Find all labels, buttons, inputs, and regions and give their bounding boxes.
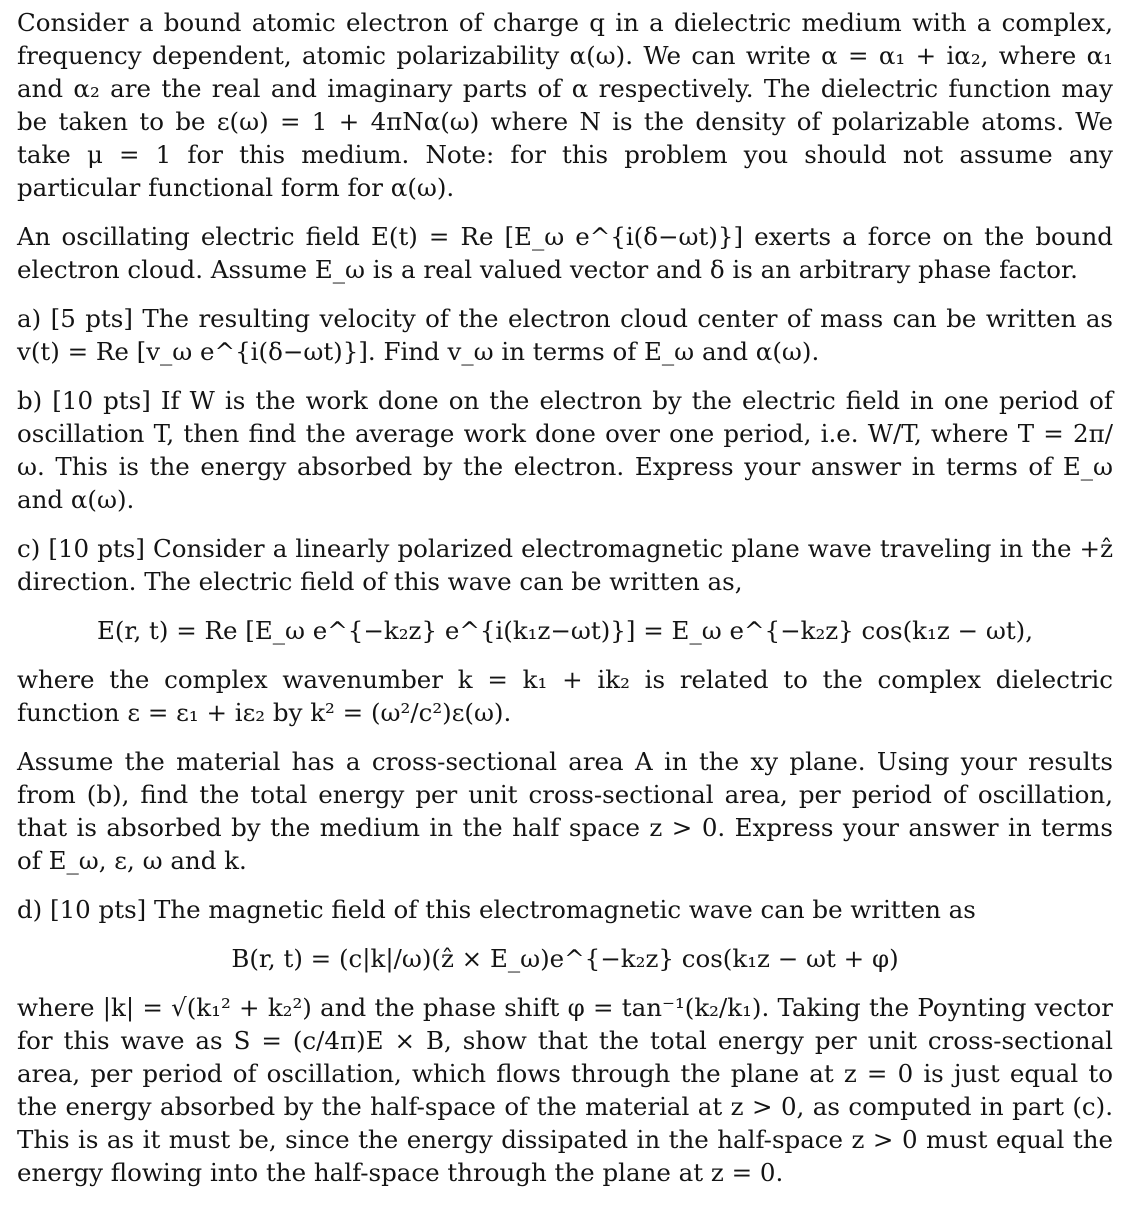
part-c-wavenumber-paragraph: where the complex wavenumber k = k₁ + ik₂ is related to the complex dielectric function ε = ε₁ + iε₂ by k² = (ω²/c²)ε(ω). xyxy=(17,665,1113,727)
part-d-paragraph: d) [10 pts] The magnetic field of this electromagnetic wave can be written as xyxy=(17,895,976,924)
part-d-poynting-paragraph: where |k| = √(k₁² + k₂²) and the phase shift φ = tan⁻¹(k₂/k₁). Taking the Poynting vector for this wave as S = (c/4π)E × B, show that the total energy per unit cross-sectional area, per period of oscillation, which flows through the plane at z = 0 is just equal to the energy absorbed by the half-space of the material at z > 0, as computed in part (c). This is as it must be, since the energy dissipated in the half-space z > 0 must equal the energy flowing into the half-space through the plane at z = 0. xyxy=(17,993,1113,1187)
electric-field-equation: E(r, t) = Re [E_ω e^{−k₂z} e^{i(k₁z−ωt)}] = E_ω e^{−k₂z} cos(k₁z − ωt), xyxy=(96,616,1034,645)
part-c-assume-paragraph: Assume the material has a cross-sectional area A in the xy plane. Using your results from (b), find the total energy per unit cross-sectional area, per period of oscillation, that is absorbed by the medium in the half space z > 0. Express your answer in terms of E_ω, ε, ω and k. xyxy=(17,747,1113,875)
intro-paragraph: Consider a bound atomic electron of charge q in a dielectric medium with a complex, frequency dependent, atomic polarizability α(ω). We can write α = α₁ + iα₂, where α₁ and α₂ are the real and imaginary parts of α respectively. The dielectric function may be taken to be ε(ω) = 1 + 4πNα(ω) where N is the density of polarizable atoms. We take μ = 1 for this medium. Note: for this problem you should not assume any particular functional form for α(ω). xyxy=(17,8,1113,202)
part-b-paragraph: b) [10 pts] If W is the work done on the electron by the electric field in one period of oscillation T, then find the average work done over one period, i.e. W/T, where T = 2π/ω. This is the energy absorbed by the electron. Express your answer in terms of E_ω and α(ω). xyxy=(17,386,1113,514)
part-c-paragraph: c) [10 pts] Consider a linearly polarized electromagnetic plane wave traveling in the +ẑ direction. The electric field of this wave can be written as, xyxy=(17,534,1113,596)
field-paragraph: An oscillating electric field E(t) = Re [E_ω e^{i(δ−ωt)}] exerts a force on the bound electron cloud. Assume E_ω is a real valued vector and δ is an arbitrary phase factor. xyxy=(17,222,1113,284)
magnetic-field-equation: B(r, t) = (c|k|/ω)(ẑ × E_ω)e^{−k₂z} cos(k₁z − ωt + φ) xyxy=(231,944,899,973)
part-a-paragraph: a) [5 pts] The resulting velocity of the electron cloud center of mass can be written as v(t) = Re [v_ω e^{i(δ−ωt)}]. Find v_ω in terms of E_ω and α(ω). xyxy=(17,304,1113,366)
